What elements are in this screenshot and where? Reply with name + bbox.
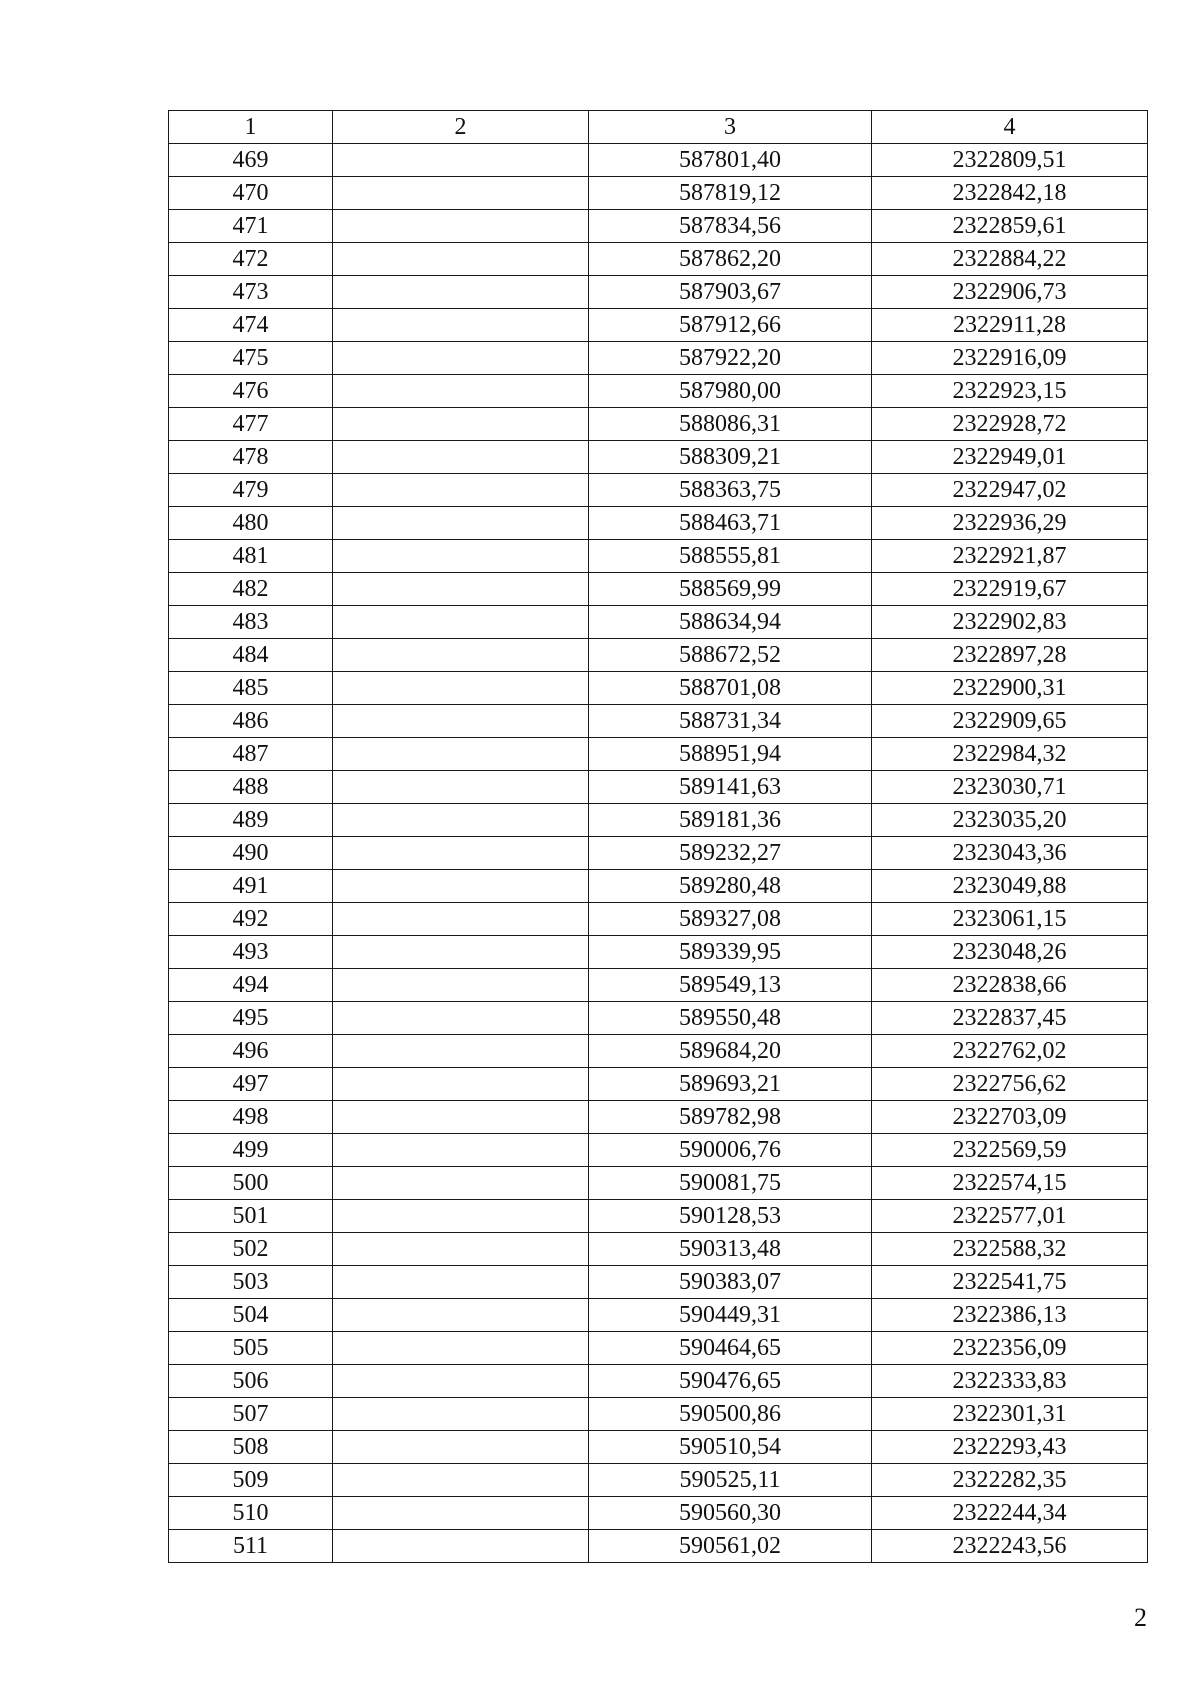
table-cell-col-2 xyxy=(333,639,589,672)
table-cell-col-1: 502 xyxy=(169,1233,333,1266)
table-cell-col-4: 2322574,15 xyxy=(872,1167,1148,1200)
table-cell-col-4: 2322577,01 xyxy=(872,1200,1148,1233)
table-cell-col-3: 588634,94 xyxy=(589,606,872,639)
table-cell-col-3: 587834,56 xyxy=(589,210,872,243)
table-cell-col-2 xyxy=(333,1134,589,1167)
table-cell-col-2 xyxy=(333,309,589,342)
table-row xyxy=(169,144,1148,177)
table-cell-col-1: 498 xyxy=(169,1101,333,1134)
table-cell-col-4: 2323043,36 xyxy=(872,837,1148,870)
table-row xyxy=(169,309,1148,342)
table-row xyxy=(169,573,1148,606)
table-cell-col-2 xyxy=(333,969,589,1002)
table-cell-col-2 xyxy=(333,375,589,408)
table-cell-col-4: 2322916,09 xyxy=(872,342,1148,375)
table-cell-col-3: 590476,65 xyxy=(589,1365,872,1398)
table-row xyxy=(169,441,1148,474)
table-cell-col-1: 496 xyxy=(169,1035,333,1068)
table-cell-col-4: 2322244,34 xyxy=(872,1497,1148,1530)
table-row xyxy=(169,672,1148,705)
table-cell-col-4: 2322928,72 xyxy=(872,408,1148,441)
table-cell-col-4: 2323035,20 xyxy=(872,804,1148,837)
table-row xyxy=(169,804,1148,837)
table-cell-col-4: 2323049,88 xyxy=(872,870,1148,903)
table-cell-col-1: 481 xyxy=(169,540,333,573)
table-cell-col-4: 2322762,02 xyxy=(872,1035,1148,1068)
table-cell-col-1: 477 xyxy=(169,408,333,441)
table-cell-col-2 xyxy=(333,540,589,573)
table-cell-col-1: 493 xyxy=(169,936,333,969)
table-cell-col-4: 2322809,51 xyxy=(872,144,1148,177)
table-row xyxy=(169,1200,1148,1233)
table-cell-col-2 xyxy=(333,1167,589,1200)
table-cell-col-2 xyxy=(333,1332,589,1365)
table-cell-col-4: 2322884,22 xyxy=(872,243,1148,276)
table-cell-col-2 xyxy=(333,276,589,309)
table-cell-col-3: 589684,20 xyxy=(589,1035,872,1068)
table-row xyxy=(169,1365,1148,1398)
table-cell-col-3: 588701,08 xyxy=(589,672,872,705)
table-cell-col-2 xyxy=(333,1002,589,1035)
table-cell-col-1: 505 xyxy=(169,1332,333,1365)
table-cell-col-4: 2322386,13 xyxy=(872,1299,1148,1332)
table-cell-col-1: 489 xyxy=(169,804,333,837)
table-cell-col-3: 589339,95 xyxy=(589,936,872,969)
table-row xyxy=(169,1068,1148,1101)
table-cell-col-4: 2322541,75 xyxy=(872,1266,1148,1299)
table-cell-col-4: 2322301,31 xyxy=(872,1398,1148,1431)
table-cell-col-4: 2322837,45 xyxy=(872,1002,1148,1035)
table-cell-col-3: 587912,66 xyxy=(589,309,872,342)
table-cell-col-4: 2322909,65 xyxy=(872,705,1148,738)
table-cell-col-1: 485 xyxy=(169,672,333,705)
table-row xyxy=(169,540,1148,573)
table-cell-col-1: 474 xyxy=(169,309,333,342)
table-cell-col-3: 590006,76 xyxy=(589,1134,872,1167)
table-cell-col-4: 2322282,35 xyxy=(872,1464,1148,1497)
table-cell-col-2 xyxy=(333,1530,589,1563)
table-cell-col-1: 508 xyxy=(169,1431,333,1464)
table-cell-col-4: 2322900,31 xyxy=(872,672,1148,705)
table-cell-col-2 xyxy=(333,1464,589,1497)
table-cell-col-2 xyxy=(333,1431,589,1464)
table-row xyxy=(169,243,1148,276)
table-cell-col-3: 588672,52 xyxy=(589,639,872,672)
table-row xyxy=(169,177,1148,210)
table-cell-col-1: 487 xyxy=(169,738,333,771)
table-cell-col-2 xyxy=(333,837,589,870)
table-row xyxy=(169,1530,1148,1563)
table-row xyxy=(169,507,1148,540)
table-cell-col-2 xyxy=(333,1035,589,1068)
table-cell-col-3: 587862,20 xyxy=(589,243,872,276)
table-cell-col-4: 2322243,56 xyxy=(872,1530,1148,1563)
table-cell-col-1: 482 xyxy=(169,573,333,606)
table-cell-col-1: 491 xyxy=(169,870,333,903)
table-cell-col-4: 2322923,15 xyxy=(872,375,1148,408)
table-cell-col-4: 2322333,83 xyxy=(872,1365,1148,1398)
table-row xyxy=(169,837,1148,870)
table-cell-col-3: 587903,67 xyxy=(589,276,872,309)
table-cell-col-2 xyxy=(333,1497,589,1530)
coordinates-table-container xyxy=(168,110,1147,1563)
table-cell-col-2 xyxy=(333,1200,589,1233)
table-cell-col-3: 588731,34 xyxy=(589,705,872,738)
table-row xyxy=(169,1431,1148,1464)
table-cell-col-2 xyxy=(333,705,589,738)
table-cell-col-4: 2322569,59 xyxy=(872,1134,1148,1167)
table-cell-col-2 xyxy=(333,870,589,903)
table-cell-col-3: 589232,27 xyxy=(589,837,872,870)
table-cell-col-4: 2322911,28 xyxy=(872,309,1148,342)
table-row xyxy=(169,705,1148,738)
table-row xyxy=(169,474,1148,507)
table-cell-col-2 xyxy=(333,771,589,804)
table-cell-col-4: 2322588,32 xyxy=(872,1233,1148,1266)
table-cell-col-3: 589782,98 xyxy=(589,1101,872,1134)
table-cell-col-4: 2322897,28 xyxy=(872,639,1148,672)
table-cell-col-1: 480 xyxy=(169,507,333,540)
table-cell-col-4: 2322756,62 xyxy=(872,1068,1148,1101)
table-cell-col-3: 590128,53 xyxy=(589,1200,872,1233)
table-cell-col-2 xyxy=(333,1266,589,1299)
table-row xyxy=(169,936,1148,969)
table-cell-col-4: 2322949,01 xyxy=(872,441,1148,474)
table-cell-col-4: 2323061,15 xyxy=(872,903,1148,936)
table-cell-col-1: 472 xyxy=(169,243,333,276)
table-cell-col-4: 2322984,32 xyxy=(872,738,1148,771)
table-cell-col-4: 2322902,83 xyxy=(872,606,1148,639)
table-cell-col-3: 588569,99 xyxy=(589,573,872,606)
table-cell-col-1: 490 xyxy=(169,837,333,870)
table-cell-col-3: 590560,30 xyxy=(589,1497,872,1530)
table-cell-col-2 xyxy=(333,804,589,837)
table-cell-col-4: 2322947,02 xyxy=(872,474,1148,507)
table-cell-col-1: 484 xyxy=(169,639,333,672)
table-cell-col-4: 2322703,09 xyxy=(872,1101,1148,1134)
table-row xyxy=(169,1167,1148,1200)
table-cell-col-1: 478 xyxy=(169,441,333,474)
table-cell-col-3: 590313,48 xyxy=(589,1233,872,1266)
table-cell-col-2 xyxy=(333,606,589,639)
table-cell-col-1: 504 xyxy=(169,1299,333,1332)
table-cell-col-3: 590510,54 xyxy=(589,1431,872,1464)
table-cell-col-3: 588363,75 xyxy=(589,474,872,507)
table-cell-col-2 xyxy=(333,507,589,540)
table-cell-col-3: 587801,40 xyxy=(589,144,872,177)
table-row xyxy=(169,903,1148,936)
table-cell-col-2 xyxy=(333,474,589,507)
table-row xyxy=(169,969,1148,1002)
table-cell-col-1: 494 xyxy=(169,969,333,1002)
table-cell-col-1: 470 xyxy=(169,177,333,210)
table-cell-col-2 xyxy=(333,1299,589,1332)
table-cell-col-1: 511 xyxy=(169,1530,333,1563)
table-row xyxy=(169,771,1148,804)
table-cell-col-3: 588555,81 xyxy=(589,540,872,573)
table-cell-col-3: 590561,02 xyxy=(589,1530,872,1563)
table-cell-col-2 xyxy=(333,210,589,243)
table-cell-col-2 xyxy=(333,441,589,474)
table-cell-col-3: 587980,00 xyxy=(589,375,872,408)
table-row xyxy=(169,606,1148,639)
table-cell-col-4: 2322842,18 xyxy=(872,177,1148,210)
table-cell-col-1: 488 xyxy=(169,771,333,804)
table-cell-col-2 xyxy=(333,1068,589,1101)
table-row xyxy=(169,738,1148,771)
table-cell-col-3: 590449,31 xyxy=(589,1299,872,1332)
table-cell-col-1: 476 xyxy=(169,375,333,408)
table-row xyxy=(169,1134,1148,1167)
table-header-row xyxy=(169,111,1148,144)
table-cell-col-3: 588951,94 xyxy=(589,738,872,771)
column-header-4: 4 xyxy=(872,111,1148,144)
table-cell-col-2 xyxy=(333,408,589,441)
table-row xyxy=(169,276,1148,309)
table-cell-col-4: 2323030,71 xyxy=(872,771,1148,804)
table-row xyxy=(169,1497,1148,1530)
table-row xyxy=(169,1464,1148,1497)
table-cell-col-1: 486 xyxy=(169,705,333,738)
column-header-2: 2 xyxy=(333,111,589,144)
table-cell-col-1: 495 xyxy=(169,1002,333,1035)
table-cell-col-2 xyxy=(333,903,589,936)
table-row xyxy=(169,1398,1148,1431)
table-cell-col-4: 2322936,29 xyxy=(872,507,1148,540)
table-cell-col-2 xyxy=(333,144,589,177)
table-cell-col-1: 479 xyxy=(169,474,333,507)
table-row xyxy=(169,870,1148,903)
table-cell-col-2 xyxy=(333,738,589,771)
table-cell-col-3: 588086,31 xyxy=(589,408,872,441)
table-cell-col-3: 589181,36 xyxy=(589,804,872,837)
table-cell-col-1: 501 xyxy=(169,1200,333,1233)
table-row xyxy=(169,1002,1148,1035)
table-cell-col-4: 2322921,87 xyxy=(872,540,1148,573)
table-cell-col-4: 2322838,66 xyxy=(872,969,1148,1002)
table-cell-col-3: 589693,21 xyxy=(589,1068,872,1101)
table-cell-col-1: 510 xyxy=(169,1497,333,1530)
table-cell-col-3: 588463,71 xyxy=(589,507,872,540)
table-row xyxy=(169,1266,1148,1299)
table-cell-col-3: 589141,63 xyxy=(589,771,872,804)
table-row xyxy=(169,1233,1148,1266)
table-cell-col-4: 2322859,61 xyxy=(872,210,1148,243)
table-row xyxy=(169,1101,1148,1134)
table-cell-col-2 xyxy=(333,573,589,606)
table-cell-col-1: 471 xyxy=(169,210,333,243)
coordinates-table xyxy=(168,110,1148,1563)
table-row xyxy=(169,342,1148,375)
table-cell-col-1: 469 xyxy=(169,144,333,177)
table-cell-col-2 xyxy=(333,936,589,969)
table-cell-col-1: 499 xyxy=(169,1134,333,1167)
table-cell-col-2 xyxy=(333,1398,589,1431)
table-row xyxy=(169,408,1148,441)
table-cell-col-3: 588309,21 xyxy=(589,441,872,474)
table-cell-col-2 xyxy=(333,1101,589,1134)
page-number: 2 xyxy=(1134,1603,1147,1632)
table-cell-col-2 xyxy=(333,177,589,210)
table-cell-col-3: 590464,65 xyxy=(589,1332,872,1365)
table-cell-col-1: 475 xyxy=(169,342,333,375)
table-cell-col-2 xyxy=(333,243,589,276)
table-cell-col-4: 2323048,26 xyxy=(872,936,1148,969)
table-row xyxy=(169,639,1148,672)
table-cell-col-4: 2322906,73 xyxy=(872,276,1148,309)
table-cell-col-3: 590081,75 xyxy=(589,1167,872,1200)
table-body xyxy=(169,144,1148,1563)
table-cell-col-3: 590525,11 xyxy=(589,1464,872,1497)
table-cell-col-3: 589549,13 xyxy=(589,969,872,1002)
column-header-3: 3 xyxy=(589,111,872,144)
table-cell-col-3: 589550,48 xyxy=(589,1002,872,1035)
column-header-1: 1 xyxy=(169,111,333,144)
table-cell-col-4: 2322919,67 xyxy=(872,573,1148,606)
table-cell-col-3: 590500,86 xyxy=(589,1398,872,1431)
table-cell-col-4: 2322356,09 xyxy=(872,1332,1148,1365)
table-cell-col-1: 500 xyxy=(169,1167,333,1200)
table-cell-col-1: 483 xyxy=(169,606,333,639)
table-row xyxy=(169,1299,1148,1332)
table-cell-col-1: 506 xyxy=(169,1365,333,1398)
table-cell-col-2 xyxy=(333,1365,589,1398)
table-cell-col-3: 589327,08 xyxy=(589,903,872,936)
table-row xyxy=(169,1035,1148,1068)
table-cell-col-3: 590383,07 xyxy=(589,1266,872,1299)
table-cell-col-2 xyxy=(333,672,589,705)
table-cell-col-1: 492 xyxy=(169,903,333,936)
table-cell-col-1: 507 xyxy=(169,1398,333,1431)
table-cell-col-1: 473 xyxy=(169,276,333,309)
table-cell-col-1: 509 xyxy=(169,1464,333,1497)
table-cell-col-2 xyxy=(333,1233,589,1266)
table-row xyxy=(169,375,1148,408)
table-cell-col-1: 497 xyxy=(169,1068,333,1101)
table-cell-col-2 xyxy=(333,342,589,375)
table-cell-col-3: 589280,48 xyxy=(589,870,872,903)
table-row xyxy=(169,210,1148,243)
table-cell-col-1: 503 xyxy=(169,1266,333,1299)
table-row xyxy=(169,1332,1148,1365)
table-cell-col-4: 2322293,43 xyxy=(872,1431,1148,1464)
table-cell-col-3: 587819,12 xyxy=(589,177,872,210)
table-cell-col-3: 587922,20 xyxy=(589,342,872,375)
